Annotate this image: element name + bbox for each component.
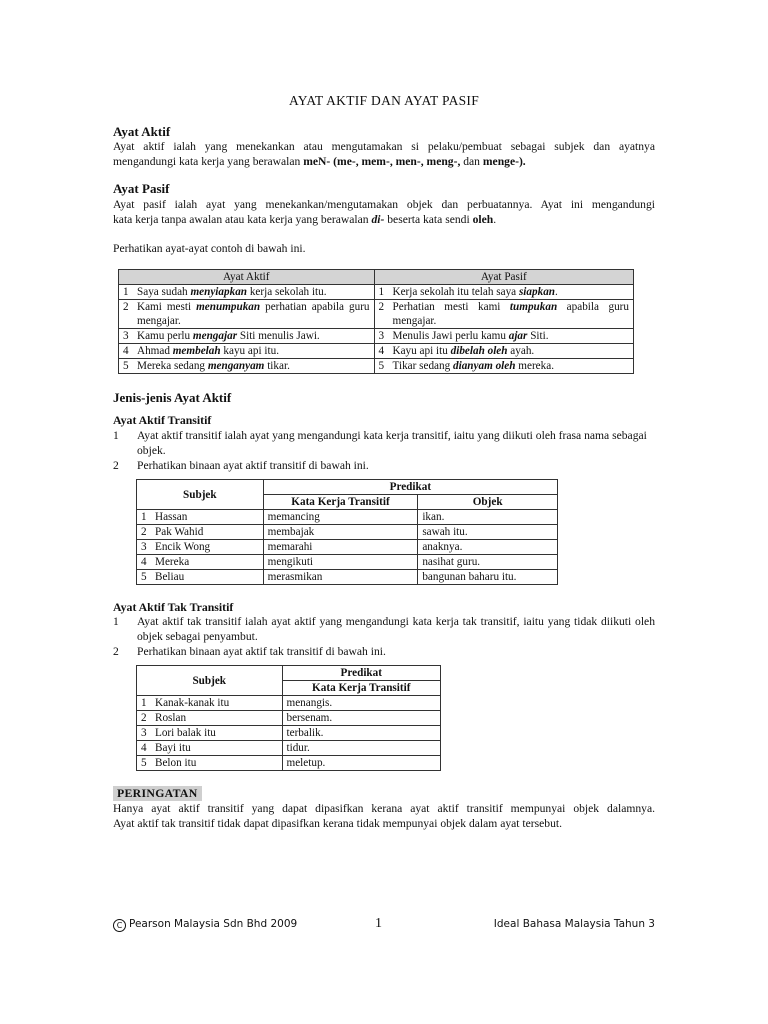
sentence-text: Mereka sedang xyxy=(137,360,208,372)
pasif-cell xyxy=(374,359,633,374)
row-number: 5 xyxy=(378,360,385,372)
subjek-cell xyxy=(137,711,283,726)
row-number: 5 xyxy=(141,571,147,583)
table-row xyxy=(119,359,634,374)
table-row xyxy=(137,711,441,726)
subjek-cell xyxy=(137,726,283,741)
aktif-line-1: Ayat aktif ialah yang menekankan atau mengutamakan si pelaku/pembuat sebagai subjek dan ayatnya xyxy=(113,140,655,153)
subheading-transitif: Ayat Aktif Transitif xyxy=(113,413,212,427)
verb-highlight: membelah xyxy=(172,345,221,357)
sentence-text: Kerja sekolah itu telah saya xyxy=(392,286,519,298)
tak-transitif-list xyxy=(113,614,655,659)
aktif-definition xyxy=(113,139,655,169)
kata-kerja-cell: membajak xyxy=(263,525,418,540)
row-number: 4 xyxy=(141,742,147,754)
page-number: 1 xyxy=(375,916,382,931)
verb-highlight: ajar xyxy=(508,330,528,342)
row-number: 2 xyxy=(378,301,385,313)
aktif-cell xyxy=(119,329,375,344)
objek-cell: nasihat guru. xyxy=(418,555,558,570)
column-header-ayat-aktif: Ayat Aktif xyxy=(119,270,375,285)
table-row xyxy=(119,300,634,329)
sentence-text: Siti. xyxy=(527,330,549,342)
page-title: AYAT AKTIF DAN AYAT PASIF xyxy=(288,93,480,108)
column-header-ayat-pasif: Ayat Pasif xyxy=(374,270,633,285)
subjek-cell xyxy=(137,741,283,756)
row-number: 5 xyxy=(123,360,129,372)
peringatan-line-2: Ayat aktif tak transitif tidak dapat dipasifkan kerana tidak mempunyai objek dalam ayat tersebut. xyxy=(113,817,563,830)
sentence-text: mereka. xyxy=(515,360,554,372)
sentence-text: Menulis Jawi perlu kamu xyxy=(392,330,509,342)
kata-kerja-cell: merasmikan xyxy=(263,570,418,585)
list-item: 1 Ayat aktif transitif ialah ayat yang mengandungi kata kerja transitif, iaitu yang diikuti oleh frasa nama sebagai objek. xyxy=(113,429,647,457)
table-row xyxy=(137,741,441,756)
table-row xyxy=(137,555,558,570)
intro-text: Perhatikan ayat-ayat contoh di bawah ini. xyxy=(113,242,306,255)
row-number: 2 xyxy=(141,712,147,724)
sentence-text: Siti menulis Jawi. xyxy=(237,330,320,342)
subjek-text: Roslan xyxy=(155,712,187,724)
peringatan-text xyxy=(113,801,655,831)
subjek-cell xyxy=(137,570,264,585)
kata-kerja-cell: bersenam. xyxy=(282,711,441,726)
subjek-text: Kanak-kanak itu xyxy=(155,697,230,709)
subjek-cell xyxy=(137,696,283,711)
subjek-text: Bayi itu xyxy=(155,742,191,754)
subheading-tak-transitif: Ayat Aktif Tak Transitif xyxy=(113,600,234,614)
table-row xyxy=(119,285,634,300)
row-number: 2 xyxy=(141,526,147,538)
list-item: 2 Perhatikan binaan ayat aktif transitif di bawah ini. xyxy=(113,459,369,472)
table-row xyxy=(137,696,441,711)
aktif-cell xyxy=(119,344,375,359)
table-row xyxy=(137,570,558,585)
pasif-line-1: Ayat pasif ialah ayat yang menekankan/mengutamakan objek dan perbuatannya. Ayat ini mengandungi xyxy=(113,198,655,211)
verb-highlight: menyiapkan xyxy=(190,286,248,298)
row-number: 3 xyxy=(378,330,385,342)
verb-highlight: dianyam oleh xyxy=(453,360,516,372)
table-row xyxy=(137,525,558,540)
sentence-text: perhatian apabila guru mengajar. xyxy=(137,301,370,327)
row-number: 1 xyxy=(123,286,129,298)
subjek-text: Encik Wong xyxy=(155,541,211,553)
aktif-cell xyxy=(119,285,375,300)
row-number: 1 xyxy=(141,511,147,523)
column-header-kata-kerja: Kata Kerja Transitif xyxy=(263,495,418,510)
peringatan-label: PERINGATAN xyxy=(113,786,202,801)
kata-kerja-cell: terbalik. xyxy=(282,726,441,741)
page-footer xyxy=(113,916,655,934)
row-number: 3 xyxy=(141,727,147,739)
subjek-text: Hassan xyxy=(155,511,188,523)
sentence-text: tikar. xyxy=(264,360,290,372)
subjek-cell xyxy=(137,555,264,570)
peringatan-line-1: Hanya ayat aktif transitif yang dapat dipasifkan kerana ayat aktif transitif mempunyai objek dalamnya. xyxy=(113,802,655,815)
table-row xyxy=(137,510,558,525)
row-number: 2 xyxy=(123,301,129,313)
sentence-text: Perhatian mesti kami xyxy=(392,301,510,313)
sentence-text: Saya sudah xyxy=(137,286,191,298)
transitif-list xyxy=(113,428,655,473)
column-header-kata-kerja: Kata Kerja Transitif xyxy=(282,681,441,696)
subjek-cell xyxy=(137,525,264,540)
table-row xyxy=(137,756,441,771)
subjek-cell xyxy=(137,756,283,771)
objek-cell: sawah itu. xyxy=(418,525,558,540)
objek-cell: ikan. xyxy=(418,510,558,525)
section-heading-ayat-pasif: Ayat Pasif xyxy=(113,181,170,196)
objek-cell: bangunan baharu itu. xyxy=(418,570,558,585)
kata-kerja-cell: menangis. xyxy=(282,696,441,711)
subjek-text: Lori balak itu xyxy=(155,727,216,739)
verb-highlight: siapkan xyxy=(518,286,556,298)
sentence-text: apabila guru mengajar. xyxy=(392,301,629,327)
footer-book-title: Ideal Bahasa Malaysia Tahun 3 xyxy=(493,918,655,930)
column-header-objek: Objek xyxy=(418,495,558,510)
verb-highlight: mengajar xyxy=(192,330,238,342)
list-item: 2 Perhatikan binaan ayat aktif tak transitif di bawah ini. xyxy=(113,645,386,658)
pasif-cell xyxy=(374,285,633,300)
subjek-cell xyxy=(137,510,264,525)
subjek-cell xyxy=(137,540,264,555)
sentence-text: ayah. xyxy=(507,345,535,357)
pasif-cell xyxy=(374,300,633,329)
kata-kerja-cell: memancing xyxy=(263,510,418,525)
table-row xyxy=(119,329,634,344)
aktif-line-2: mengandungi kata kerja yang berawalan meN- (me-, mem-, men-, meng-, dan menge-). xyxy=(113,155,526,168)
pasif-line-2: kata kerja tanpa awalan atau kata kerja yang berawalan di- beserta kata sendi oleh. xyxy=(113,213,497,226)
sentence-text: . xyxy=(555,286,558,298)
row-number: 5 xyxy=(141,757,147,769)
sentence-text: kerja sekolah itu. xyxy=(247,286,327,298)
objek-cell: anaknya. xyxy=(418,540,558,555)
kata-kerja-cell: memarahi xyxy=(263,540,418,555)
subjek-text: Pak Wahid xyxy=(155,526,204,538)
row-number: 1 xyxy=(141,697,147,709)
kata-kerja-cell: meletup. xyxy=(282,756,441,771)
kata-kerja-cell: tidur. xyxy=(282,741,441,756)
transitif-table xyxy=(136,479,558,585)
verb-highlight: menganyam xyxy=(207,360,265,372)
row-number: 3 xyxy=(123,330,129,342)
row-number: 4 xyxy=(123,345,129,357)
tak-transitif-table xyxy=(136,665,441,771)
verb-highlight: tumpukan xyxy=(509,301,558,313)
column-header-predikat: Predikat xyxy=(282,666,441,681)
pasif-cell xyxy=(374,344,633,359)
table-row xyxy=(137,726,441,741)
sentence-text: Ahmad xyxy=(137,345,173,357)
column-header-predikat: Predikat xyxy=(263,480,557,495)
sentence-text: Kami mesti xyxy=(137,301,197,313)
row-number: 3 xyxy=(141,541,147,553)
verb-highlight: dibelah oleh xyxy=(450,345,508,357)
aktif-cell xyxy=(119,300,375,329)
table-row xyxy=(119,344,634,359)
kata-kerja-cell: mengikuti xyxy=(263,555,418,570)
row-number: 1 xyxy=(378,286,385,298)
row-number: 4 xyxy=(141,556,147,568)
subjek-text: Beliau xyxy=(155,571,185,583)
copyright-icon: C xyxy=(113,919,126,932)
sentence-text: Kayu api itu xyxy=(392,345,451,357)
sentence-text: Tikar sedang xyxy=(392,360,454,372)
footer-copyright: C Pearson Malaysia Sdn Bhd 2009 xyxy=(113,918,297,932)
verb-highlight: menumpukan xyxy=(196,301,261,313)
sentence-text: Kamu perlu xyxy=(137,330,193,342)
column-header-subjek: Subjek xyxy=(137,666,283,696)
aktif-pasif-table xyxy=(118,269,634,374)
sentence-text: kayu api itu. xyxy=(220,345,280,357)
table-row xyxy=(137,540,558,555)
pasif-cell xyxy=(374,329,633,344)
subjek-text: Mereka xyxy=(155,556,190,568)
row-number: 4 xyxy=(378,345,385,357)
pasif-definition xyxy=(113,197,655,227)
list-item: 1 Ayat aktif tak transitif ialah ayat aktif yang mengandungi kata kerja tak transitif, iaitu yang tidak diikuti oleh objek sebagai penyambut. xyxy=(113,615,655,643)
section-heading-jenis: Jenis-jenis Ayat Aktif xyxy=(113,390,232,405)
aktif-cell xyxy=(119,359,375,374)
section-heading-ayat-aktif: Ayat Aktif xyxy=(113,124,171,139)
subjek-text: Belon itu xyxy=(155,757,197,769)
column-header-subjek: Subjek xyxy=(137,480,264,510)
